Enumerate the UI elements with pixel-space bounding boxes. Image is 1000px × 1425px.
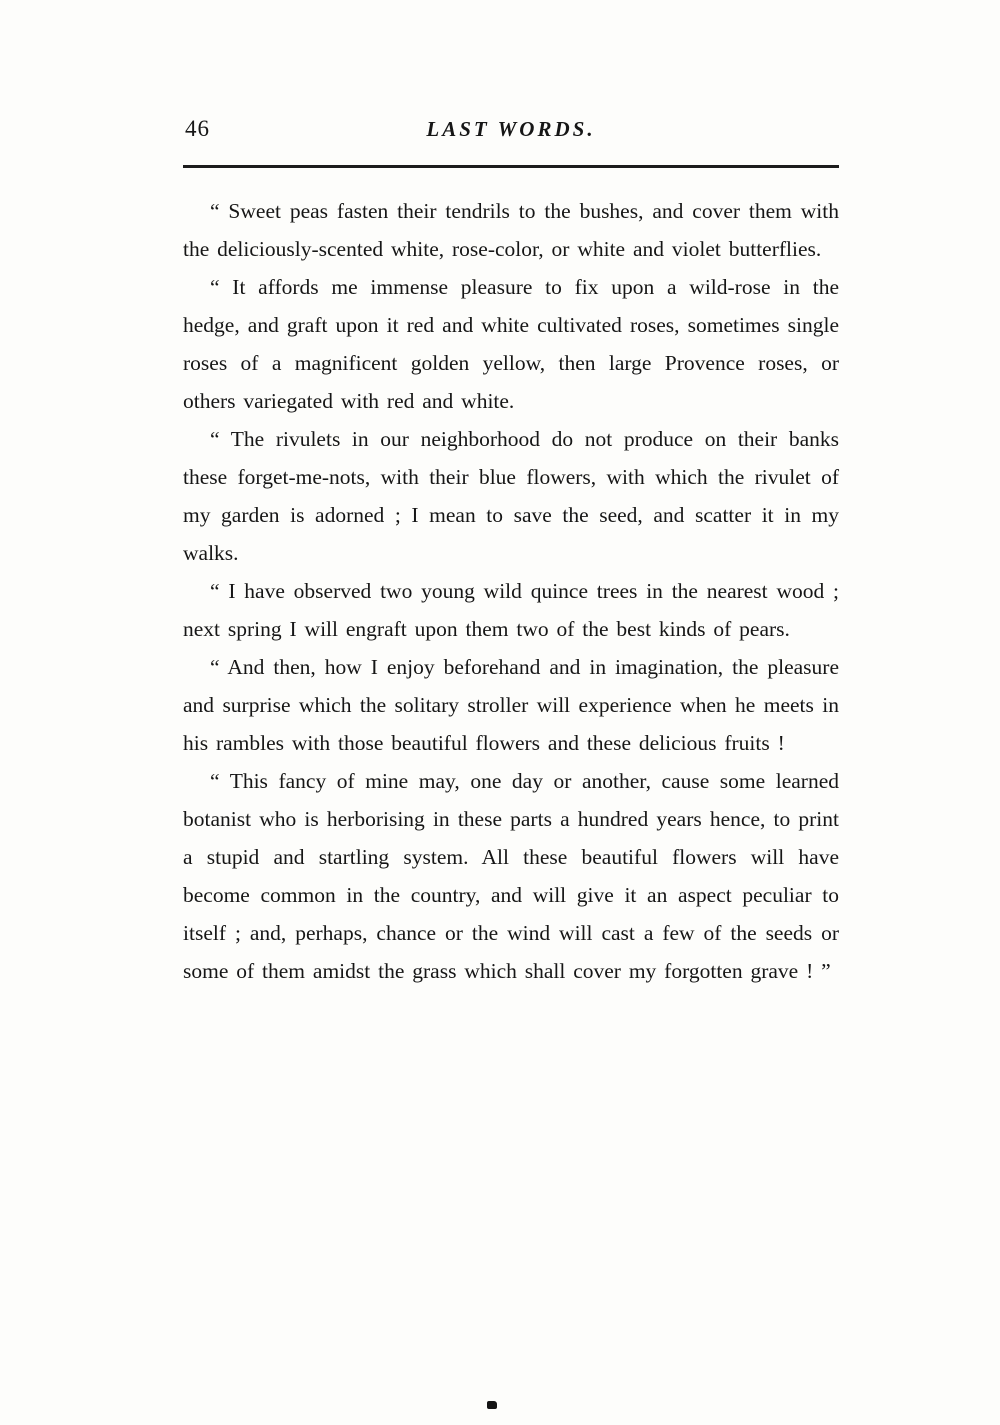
page-header (183, 112, 839, 156)
page-body (183, 192, 839, 990)
paragraph-sweet-peas: “ Sweet peas fasten their tendrils to the bushes, and cover them with the deliciously-scented white, rose-color, or white and violet butterflies. (183, 199, 839, 261)
header-rule (183, 165, 839, 168)
paragraph-quince-trees: “ I have observed two young wild quince trees in the nearest wood ; next spring I will engraft upon them two of the best kinds of pears. (183, 579, 839, 641)
text-block (183, 112, 839, 990)
paragraph-stroller: “ And then, how I enjoy beforehand and in imagination, the pleasure and surprise which the solitary stroller will experience when he meets in his rambles with those beautiful flowers and these delicious fruits ! (183, 655, 839, 755)
paragraph-rivulets: “ The rivulets in our neighborhood do not produce on their banks these forget-me-nots, with their blue flowers, with which the rivulet of my garden is adorned ; I mean to save the seed, and scatter it in my walks. (183, 427, 839, 565)
running-title: LAST WORDS. (426, 117, 596, 141)
paragraph-botanist: “ This fancy of mine may, one day or another, cause some learned botanist who is herborising in these parts a hundred years hence, to print a stupid and startling system. All these beautiful flowers will have become common in the country, and will give it an aspect peculiar to itself ; and, perhaps, chance or the wind will cast a few of the seeds or some of them amidst the grass which shall cover my forgotten grave ! ” (183, 769, 839, 983)
page-number: 46 (185, 116, 210, 141)
paragraph-wild-rose: “ It affords me immense pleasure to fix upon a wild-rose in the hedge, and graft upon it red and white cultivated roses, sometimes single roses of a magnificent golden yellow, then large Provence roses, or others variegated with red and white. (183, 275, 839, 413)
scan-artifact-mark (487, 1401, 497, 1409)
